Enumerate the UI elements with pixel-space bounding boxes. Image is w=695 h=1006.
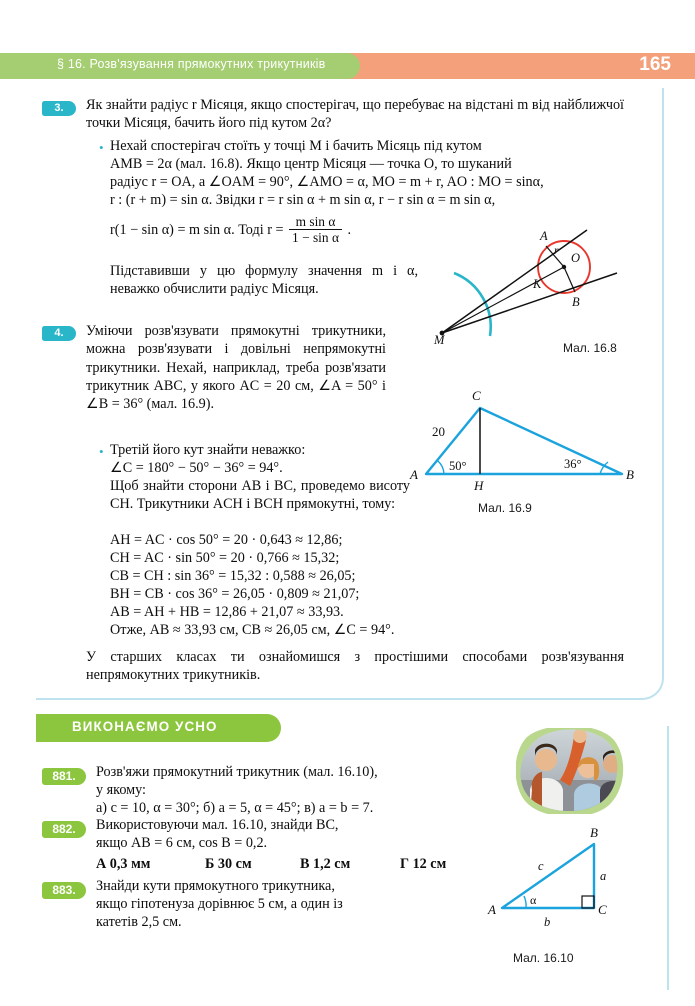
formula-lead: r(1 − sin α) = m sin α. Тоді r = xyxy=(110,221,284,238)
svg-text:K: K xyxy=(533,277,542,291)
exercise-882-option-g[interactable]: Г 12 см xyxy=(400,856,447,872)
item4-angle-c: ∠C = 180° − 50° − 36° = 94°. xyxy=(110,460,283,476)
item-badge-4: 4. xyxy=(42,326,76,341)
item3-bullet-line4: r : (r + m) = sin α. Звідки r = r sin α + m sin α, r − r sin α = m sin α, xyxy=(110,192,496,208)
svg-text:r: r xyxy=(554,245,559,257)
bullet-marker: • xyxy=(99,140,104,155)
svg-text:O: O xyxy=(571,251,581,265)
item4-height-paragraph: Щоб знайти сторони AB і BC, проведемо висоту CH. Трикутники ACH і BCH прямокутні, тому: xyxy=(110,478,410,513)
item4-closing: У старших класах ти ознайомишся з простішими способами розв'язування непрямокутних трикутників. xyxy=(86,649,624,684)
svg-text:C: C xyxy=(472,388,481,403)
svg-text:H: H xyxy=(474,478,484,493)
students-raising-hands-photo xyxy=(516,728,624,814)
calc-line-3: CB = CH : sin 36° = 15,32 : 0,588 ≈ 26,05; xyxy=(110,568,356,584)
exercise-882-option-v[interactable]: В 1,2 см xyxy=(300,856,351,872)
item3-bullet-line1: Нехай спостерігач стоїть у точці M і бачить Місяць під кутом xyxy=(110,138,482,154)
exercise-883-line3: катетів 2,5 см. xyxy=(96,914,182,930)
exercise-882-option-a[interactable]: А 0,3 мм xyxy=(96,856,151,872)
calc-line-1: AH = AC · cos 50° = 20 · 0,643 ≈ 12,86; xyxy=(110,532,343,548)
exercise-881-line1: Розв'яжи прямокутний трикутник (мал. 16.10), xyxy=(96,764,378,780)
exercise-883-line2: якщо гіпотенуза дорівнює 5 см, а один із xyxy=(96,896,343,912)
section-title: § 16. Розв'язування прямокутних трикутників xyxy=(57,57,326,71)
running-head xyxy=(0,53,695,79)
figure-16-10-caption: Мал. 16.10 xyxy=(513,951,574,965)
figure-16-10 xyxy=(486,818,634,938)
bullet-marker-2: • xyxy=(99,444,104,459)
oral-section-label: ВИКОНАЄМО УСНО xyxy=(72,719,218,734)
formula-period: . xyxy=(347,221,352,238)
exercise-badge-883: 883. xyxy=(42,882,86,899)
radius-fraction xyxy=(289,214,342,245)
svg-text:b: b xyxy=(544,915,551,929)
svg-text:C: C xyxy=(598,902,607,917)
figure-16-9-caption: Мал. 16.9 xyxy=(478,501,532,515)
exercise-badge-881: 881. xyxy=(42,768,86,785)
page-number: 165 xyxy=(639,54,671,75)
item3-bullet-line2: AMB = 2α (мал. 16.8). Якщо центр Місяця — точка O, то шуканий xyxy=(110,156,512,172)
svg-text:a: a xyxy=(600,869,607,883)
svg-text:A: A xyxy=(540,229,548,243)
svg-text:50°: 50° xyxy=(449,459,467,473)
figure-16-9 xyxy=(404,378,634,494)
item4-conclusion: Отже, AB ≈ 33,93 см, CB ≈ 26,05 см, ∠C = 94°. xyxy=(110,622,395,638)
exercise-882-line1: Використовуючи мал. 16.10, знайди BC, xyxy=(96,817,339,833)
calc-line-2: CH = AC · sin 50° = 20 · 0,766 ≈ 15,32; xyxy=(110,550,340,566)
exercise-881-line2: у якому: xyxy=(96,782,146,798)
item3-question: Як знайти радіус r Місяця, якщо спостерігач, що перебуває на відстані m від найближчої точки Місяця, бачить його під кутом 2α? xyxy=(86,97,624,132)
calc-line-4: BH = CB · cos 36° = 26,05 · 0,809 ≈ 21,07; xyxy=(110,586,360,602)
item4-bullet-intro: Третій його кут знайти неважко: xyxy=(110,442,306,458)
right-edge-rule xyxy=(667,726,669,990)
calc-line-5: AB = AH + HB = 12,86 + 21,07 ≈ 33,93. xyxy=(110,604,344,620)
item3-formula-row xyxy=(110,215,351,246)
svg-text:20: 20 xyxy=(432,424,445,439)
item3-paragraph2: Підставивши у цю формулу значення m і α, неважко обчислити радіус Місяця. xyxy=(110,263,418,298)
svg-text:36°: 36° xyxy=(564,457,582,471)
exercise-882-option-b[interactable]: Б 30 см xyxy=(205,856,252,872)
item-badge-3: 3. xyxy=(42,101,76,116)
item4-paragraph1: Уміючи розв'язувати прямокутні трикутники, можна розв'язувати і довільні непрямокутні трикутники. Нехай, наприклад, треба розв'язати трикутник ABC, у якого AC = 20 см, ∠A = 50° і ∠B = 36° (мал. 16.9). xyxy=(86,323,386,413)
item3-bullet-line3: радіус r = OA, а ∠OAM = 90°, ∠AMO = α, MO = m + r, AO : MO = sinα, xyxy=(110,174,544,190)
exercise-883-line1: Знайди кути прямокутного трикутника, xyxy=(96,878,335,894)
svg-text:A: A xyxy=(488,902,496,917)
exercise-882-line2: якщо AB = 6 см, cos B = 0,2. xyxy=(96,835,268,851)
svg-text:c: c xyxy=(538,859,544,873)
svg-text:B: B xyxy=(572,295,580,309)
figure-16-8 xyxy=(432,228,632,346)
svg-text:B: B xyxy=(590,825,598,840)
fraction-numerator: m sin α xyxy=(295,214,336,229)
figure-16-8-caption: Мал. 16.8 xyxy=(563,341,617,355)
svg-text:M: M xyxy=(434,333,445,346)
exercise-badge-882: 882. xyxy=(42,821,86,838)
fraction-denominator: 1 − sin α xyxy=(289,229,342,245)
svg-text:α: α xyxy=(530,893,537,907)
svg-text:B: B xyxy=(626,467,634,482)
svg-text:A: A xyxy=(410,467,418,482)
exercise-881-line3: а) c = 10, α = 30°; б) a = 5, α = 45°; в) a = b = 7. xyxy=(96,800,374,816)
